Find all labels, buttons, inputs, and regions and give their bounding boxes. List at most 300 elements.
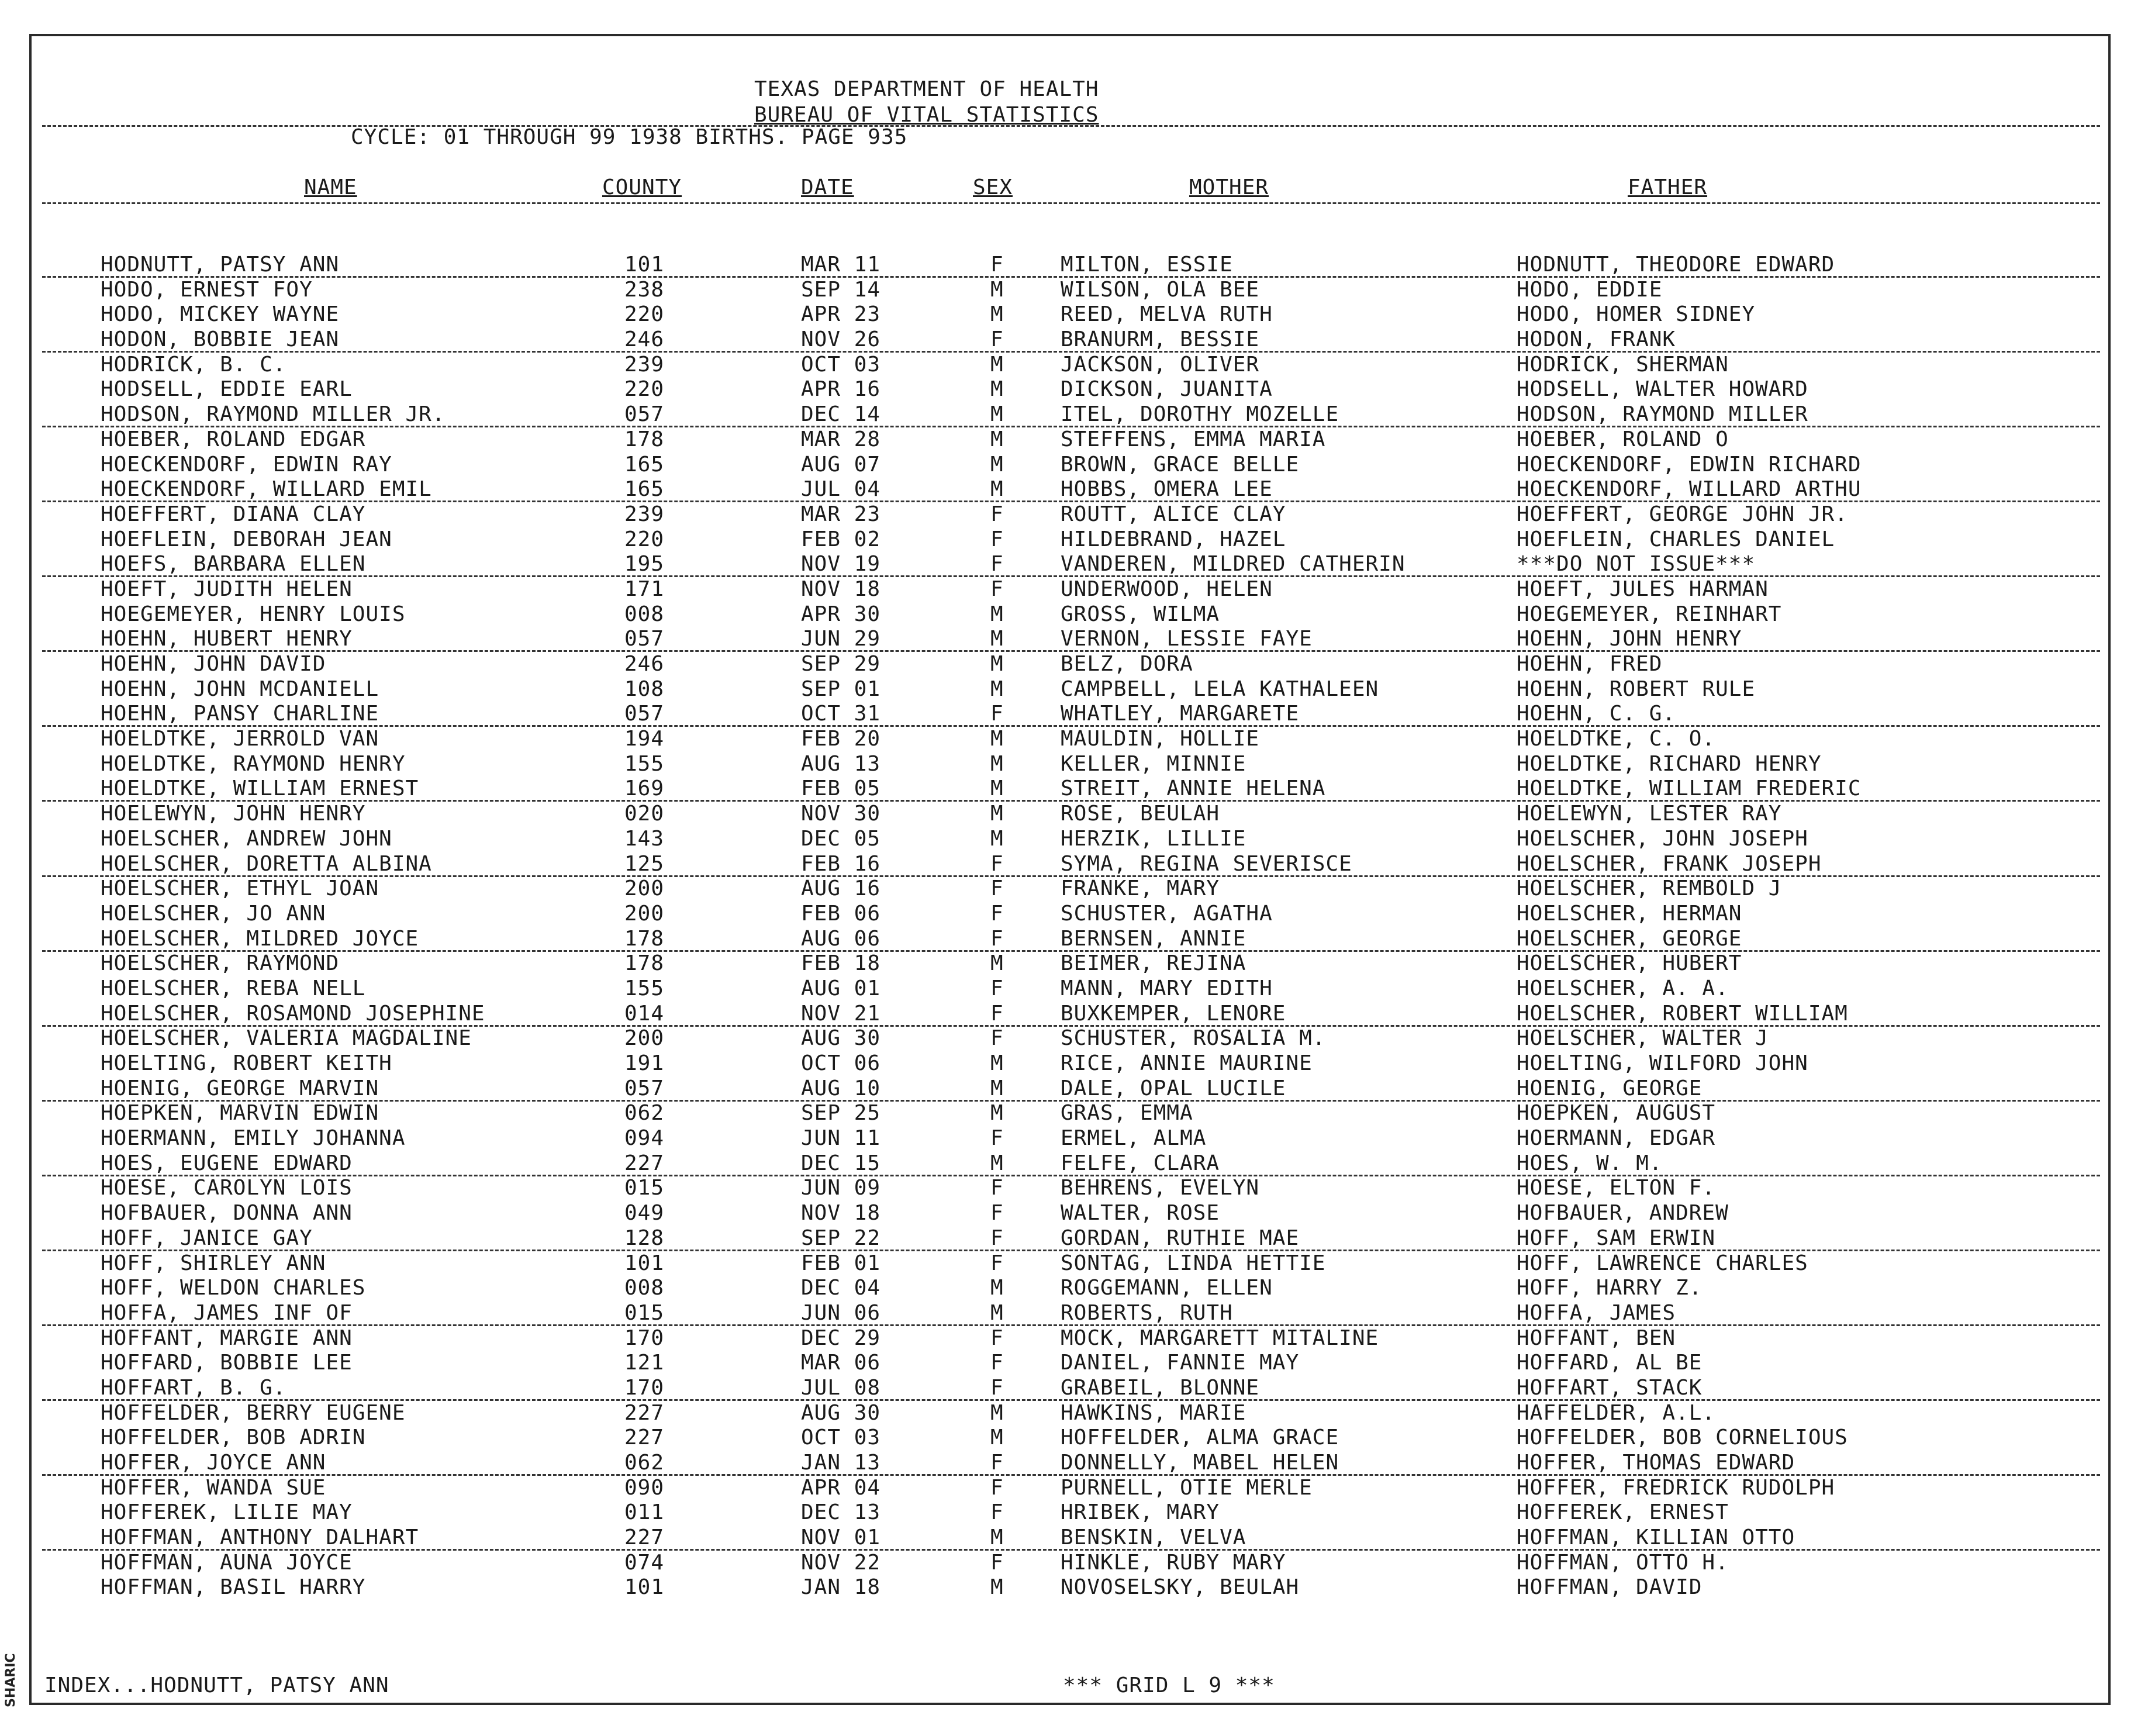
records-table <box>0 253 2141 1600</box>
record-mother: RICE, ANNIE MAURINE <box>1061 1051 1313 1075</box>
record-date: AUG 06 <box>801 926 881 951</box>
record-date: FEB 20 <box>801 727 881 751</box>
table-row <box>0 1076 2141 1102</box>
record-mother: DONNELLY, MABEL HELEN <box>1061 1451 1339 1475</box>
record-sex: M <box>990 1051 1004 1075</box>
record-father: HOEHN, FRED <box>1517 652 1663 676</box>
record-date: NOV 01 <box>801 1526 881 1550</box>
table-row <box>0 852 2141 877</box>
record-county: 191 <box>624 1051 665 1075</box>
footer-index: INDEX...HODNUTT, PATSY ANN <box>44 1673 389 1697</box>
record-father: HOELSCHER, GEORGE <box>1517 926 1742 951</box>
record-sex: M <box>990 677 1004 701</box>
record-county: 057 <box>624 702 665 726</box>
record-sex: M <box>990 1076 1004 1100</box>
side-label: SHARIC <box>4 1653 18 1707</box>
record-date: JUN 29 <box>801 627 881 651</box>
record-father: HOELSCHER, HUBERT <box>1517 951 1742 976</box>
record-father: HODO, EDDIE <box>1517 277 1663 302</box>
record-sex: M <box>990 652 1004 676</box>
record-sex: M <box>990 627 1004 651</box>
record-date: JUN 06 <box>801 1300 881 1325</box>
record-sex: M <box>990 826 1004 851</box>
table-row <box>0 327 2141 353</box>
record-name: HOFF, SHIRLEY ANN <box>101 1251 326 1275</box>
record-sex: M <box>990 302 1004 327</box>
record-mother: NOVOSELSKY, BEULAH <box>1061 1575 1300 1600</box>
record-mother: DALE, OPAL LUCILE <box>1061 1076 1286 1100</box>
table-row <box>0 627 2141 652</box>
record-name: HOELSCHER, ROSAMOND JOSEPHINE <box>101 1001 485 1026</box>
record-sex: F <box>990 253 1004 277</box>
record-father: HOFFANT, BEN <box>1517 1326 1676 1350</box>
record-mother: BUXKEMPER, LENORE <box>1061 1001 1286 1026</box>
record-date: NOV 26 <box>801 327 881 352</box>
table-row <box>0 1351 2141 1376</box>
record-date: NOV 19 <box>801 552 881 577</box>
record-county: 015 <box>624 1300 665 1325</box>
record-name: HOFFELDER, BERRY EUGENE <box>101 1400 406 1425</box>
record-sex: M <box>990 751 1004 776</box>
record-mother: DICKSON, JUANITA <box>1061 377 1273 402</box>
record-mother: FELFE, CLARA <box>1061 1151 1220 1175</box>
record-father: HODON, FRANK <box>1517 327 1676 352</box>
record-mother: ROSE, BEULAH <box>1061 802 1220 826</box>
record-sex: M <box>990 1101 1004 1126</box>
column-header-divider <box>42 202 2100 204</box>
record-sex: F <box>990 552 1004 577</box>
record-sex: F <box>990 851 1004 876</box>
record-father: HOELDTKE, WILLIAM FREDERIC <box>1517 776 1862 801</box>
record-name: HODNUTT, PATSY ANN <box>101 253 340 277</box>
record-name: HOEBER, ROLAND EDGAR <box>101 427 366 451</box>
record-sex: M <box>990 452 1004 477</box>
record-sex: M <box>990 1151 1004 1175</box>
record-father: HOECKENDORF, EDWIN RICHARD <box>1517 452 1862 477</box>
record-mother: JACKSON, OLIVER <box>1061 352 1260 377</box>
record-father: HOELDTKE, RICHARD HENRY <box>1517 751 1822 776</box>
record-mother: GROSS, WILMA <box>1061 602 1220 626</box>
record-father: HOEHN, ROBERT RULE <box>1517 677 1756 701</box>
record-county: 170 <box>624 1326 665 1350</box>
record-date: JAN 18 <box>801 1575 881 1600</box>
record-mother: BROWN, GRACE BELLE <box>1061 452 1300 477</box>
record-father: HOELSCHER, WALTER J <box>1517 1026 1769 1051</box>
record-name: HODO, ERNEST FOY <box>101 277 313 302</box>
record-mother: GRAS, EMMA <box>1061 1101 1193 1126</box>
record-father: ***DO NOT ISSUE*** <box>1517 552 1756 577</box>
record-county: 195 <box>624 552 665 577</box>
record-father: HOERMANN, EDGAR <box>1517 1126 1716 1151</box>
record-county: 015 <box>624 1176 665 1200</box>
record-name: HODO, MICKEY WAYNE <box>101 302 340 327</box>
record-date: DEC 29 <box>801 1326 881 1350</box>
record-date: DEC 04 <box>801 1276 881 1300</box>
record-name: HOFBAUER, DONNA ANN <box>101 1201 353 1226</box>
record-county: 238 <box>624 277 665 302</box>
record-name: HODRICK, B. C. <box>101 352 286 377</box>
table-row <box>0 453 2141 478</box>
record-name: HOFFMAN, ANTHONY DALHART <box>101 1526 419 1550</box>
record-mother: CAMPBELL, LELA KATHALEEN <box>1061 677 1379 701</box>
record-sex: M <box>990 1426 1004 1450</box>
record-date: NOV 30 <box>801 802 881 826</box>
record-sex: M <box>990 1526 1004 1550</box>
table-row <box>0 402 2141 427</box>
record-date: DEC 15 <box>801 1151 881 1175</box>
record-county: 155 <box>624 751 665 776</box>
record-sex: F <box>990 1326 1004 1350</box>
record-mother: VANDEREN, MILDRED CATHERIN <box>1061 552 1406 577</box>
record-sex: F <box>990 1451 1004 1475</box>
record-date: SEP 25 <box>801 1101 881 1126</box>
column-header-county: COUNTY <box>602 175 682 199</box>
record-mother: VERNON, LESSIE FAYE <box>1061 627 1313 651</box>
record-sex: F <box>990 577 1004 601</box>
record-mother: DANIEL, FANNIE MAY <box>1061 1351 1300 1375</box>
record-father: HOELSCHER, JOHN JOSEPH <box>1517 826 1808 851</box>
record-county: 074 <box>624 1550 665 1575</box>
record-mother: REED, MELVA RUTH <box>1061 302 1273 327</box>
record-date: FEB 06 <box>801 901 881 926</box>
record-sex: M <box>990 352 1004 377</box>
record-date: MAR 11 <box>801 253 881 277</box>
record-date: NOV 21 <box>801 1001 881 1026</box>
record-county: 227 <box>624 1526 665 1550</box>
record-mother: SCHUSTER, ROSALIA M. <box>1061 1026 1326 1051</box>
record-county: 169 <box>624 776 665 801</box>
table-row <box>0 377 2141 402</box>
record-sex: F <box>990 1351 1004 1375</box>
table-row <box>0 1151 2141 1176</box>
record-date: APR 04 <box>801 1475 881 1500</box>
record-county: 062 <box>624 1451 665 1475</box>
table-row <box>0 253 2141 278</box>
record-name: HOELSCHER, JO ANN <box>101 901 326 926</box>
record-sex: F <box>990 1251 1004 1275</box>
table-row <box>0 602 2141 627</box>
record-county: 057 <box>624 627 665 651</box>
record-county: 121 <box>624 1351 665 1375</box>
record-father: HOEBER, ROLAND O <box>1517 427 1729 451</box>
record-county: 246 <box>624 652 665 676</box>
table-row <box>0 552 2141 577</box>
record-name: HOFFA, JAMES INF OF <box>101 1300 353 1325</box>
record-name: HOEHN, PANSY CHARLINE <box>101 702 379 726</box>
record-mother: ERMEL, ALMA <box>1061 1126 1207 1151</box>
record-date: DEC 13 <box>801 1500 881 1525</box>
record-date: MAR 06 <box>801 1351 881 1375</box>
record-name: HOELSCHER, RAYMOND <box>101 951 340 976</box>
table-row <box>0 1476 2141 1501</box>
record-sex: M <box>990 951 1004 976</box>
record-county: 178 <box>624 951 665 976</box>
record-name: HOELSCHER, VALERIA MAGDALINE <box>101 1026 472 1051</box>
record-sex: M <box>990 402 1004 427</box>
table-row <box>0 1126 2141 1151</box>
record-county: 057 <box>624 402 665 427</box>
record-father: HOFFMAN, KILLIAN OTTO <box>1517 1526 1795 1550</box>
record-sex: F <box>990 1550 1004 1575</box>
table-row <box>0 776 2141 802</box>
record-name: HOFFMAN, BASIL HARRY <box>101 1575 366 1600</box>
record-date: FEB 05 <box>801 776 881 801</box>
record-county: 178 <box>624 926 665 951</box>
record-date: AUG 30 <box>801 1026 881 1051</box>
record-mother: UNDERWOOD, HELEN <box>1061 577 1273 601</box>
record-sex: F <box>990 702 1004 726</box>
record-mother: HILDEBRAND, HAZEL <box>1061 527 1286 551</box>
record-date: AUG 07 <box>801 452 881 477</box>
record-sex: F <box>990 876 1004 901</box>
record-mother: SYMA, REGINA SEVERISCE <box>1061 851 1352 876</box>
record-name: HOFF, JANICE GAY <box>101 1226 313 1250</box>
record-date: JUL 08 <box>801 1375 881 1400</box>
table-row <box>0 1201 2141 1226</box>
record-name: HOENIG, GEORGE MARVIN <box>101 1076 379 1100</box>
record-name: HOELDTKE, JERROLD VAN <box>101 727 379 751</box>
record-date: SEP 14 <box>801 277 881 302</box>
table-row <box>0 827 2141 852</box>
column-header-father: FATHER <box>1628 175 1708 199</box>
record-father: HOELSCHER, A. A. <box>1517 976 1729 1000</box>
record-mother: PURNELL, OTIE MERLE <box>1061 1475 1313 1500</box>
record-mother: BRANURM, BESSIE <box>1061 327 1260 352</box>
record-name: HOFFEREK, LILIE MAY <box>101 1500 353 1525</box>
table-row <box>0 1551 2141 1576</box>
record-sex: M <box>990 377 1004 402</box>
record-county: 220 <box>624 377 665 402</box>
record-name: HOELSCHER, REBA NELL <box>101 976 366 1000</box>
record-sex: M <box>990 727 1004 751</box>
record-county: 057 <box>624 1076 665 1100</box>
table-row <box>0 876 2141 902</box>
record-name: HOFFARD, BOBBIE LEE <box>101 1351 353 1375</box>
table-row <box>0 677 2141 702</box>
record-sex: F <box>990 502 1004 526</box>
record-sex: M <box>990 1276 1004 1300</box>
record-county: 128 <box>624 1226 665 1250</box>
record-name: HOEHN, JOHN MCDANIELL <box>101 677 379 701</box>
record-name: HOEHN, JOHN DAVID <box>101 652 326 676</box>
record-sex: F <box>990 1500 1004 1525</box>
record-mother: BEIMER, REJINA <box>1061 951 1246 976</box>
record-date: FEB 16 <box>801 851 881 876</box>
page-title: TEXAS DEPARTMENT OF HEALTH <box>754 77 1099 101</box>
record-county: 101 <box>624 1251 665 1275</box>
record-name: HOES, EUGENE EDWARD <box>101 1151 353 1175</box>
table-row <box>0 1301 2141 1326</box>
table-row <box>0 1276 2141 1301</box>
record-sex: F <box>990 901 1004 926</box>
record-date: AUG 13 <box>801 751 881 776</box>
record-county: 101 <box>624 1575 665 1600</box>
record-county: 220 <box>624 527 665 551</box>
table-row <box>0 502 2141 527</box>
record-father: HOEFLEIN, CHARLES DANIEL <box>1517 527 1835 551</box>
record-name: HOFFELDER, BOB ADRIN <box>101 1426 366 1450</box>
record-date: SEP 01 <box>801 677 881 701</box>
record-date: JAN 13 <box>801 1451 881 1475</box>
record-name: HOFF, WELDON CHARLES <box>101 1276 366 1300</box>
table-row <box>0 951 2141 976</box>
record-father: HOEGEMEYER, REINHART <box>1517 602 1782 626</box>
record-date: MAR 23 <box>801 502 881 526</box>
record-mother: KELLER, MINNIE <box>1061 751 1246 776</box>
record-county: 011 <box>624 1500 665 1525</box>
record-sex: F <box>990 1226 1004 1250</box>
record-county: 227 <box>624 1151 665 1175</box>
record-father: HODSELL, WALTER HOWARD <box>1517 377 1808 402</box>
record-father: HOFF, HARRY Z. <box>1517 1276 1703 1300</box>
record-father: HOFFMAN, OTTO H. <box>1517 1550 1729 1575</box>
record-father: HOEHN, JOHN HENRY <box>1517 627 1742 651</box>
record-name: HOELSCHER, ETHYL JOAN <box>101 876 379 901</box>
record-date: FEB 02 <box>801 527 881 551</box>
record-father: HOELSCHER, FRANK JOSEPH <box>1517 851 1822 876</box>
record-father: HOELEWYN, LESTER RAY <box>1517 802 1782 826</box>
record-county: 239 <box>624 352 665 377</box>
record-father: HOECKENDORF, WILLARD ARTHU <box>1517 477 1862 502</box>
record-father: HOELDTKE, C. O. <box>1517 727 1716 751</box>
record-date: OCT 06 <box>801 1051 881 1075</box>
record-name: HOEFT, JUDITH HELEN <box>101 577 353 601</box>
record-name: HODSELL, EDDIE EARL <box>101 377 353 402</box>
record-date: APR 16 <box>801 377 881 402</box>
record-father: HAFFELDER, A.L. <box>1517 1400 1716 1425</box>
table-row <box>0 1426 2141 1451</box>
record-county: 165 <box>624 452 665 477</box>
record-sex: M <box>990 427 1004 451</box>
record-county: 171 <box>624 577 665 601</box>
table-row <box>0 577 2141 602</box>
record-county: 170 <box>624 1375 665 1400</box>
record-father: HOELSCHER, ROBERT WILLIAM <box>1517 1001 1848 1026</box>
record-sex: F <box>990 926 1004 951</box>
record-date: FEB 01 <box>801 1251 881 1275</box>
record-father: HOFFMAN, DAVID <box>1517 1575 1703 1600</box>
record-father: HOEHN, C. G. <box>1517 702 1676 726</box>
record-name: HOEFS, BARBARA ELLEN <box>101 552 366 577</box>
record-father: HOESE, ELTON F. <box>1517 1176 1716 1200</box>
table-row <box>0 1251 2141 1276</box>
record-county: 108 <box>624 677 665 701</box>
table-row <box>0 752 2141 777</box>
record-mother: STREIT, ANNIE HELENA <box>1061 776 1326 801</box>
table-row <box>0 976 2141 1002</box>
record-name: HOELDTKE, WILLIAM ERNEST <box>101 776 419 801</box>
record-date: SEP 29 <box>801 652 881 676</box>
record-name: HOELSCHER, DORETTA ALBINA <box>101 851 432 876</box>
record-father: HOES, W. M. <box>1517 1151 1663 1175</box>
record-mother: MANN, MARY EDITH <box>1061 976 1273 1000</box>
record-mother: WALTER, ROSE <box>1061 1201 1220 1226</box>
record-county: 125 <box>624 851 665 876</box>
record-father: HOFFER, THOMAS EDWARD <box>1517 1451 1795 1475</box>
record-mother: MAULDIN, HOLLIE <box>1061 727 1260 751</box>
record-sex: M <box>990 802 1004 826</box>
record-sex: F <box>990 1201 1004 1226</box>
record-county: 049 <box>624 1201 665 1226</box>
record-mother: MOCK, MARGARETT MITALINE <box>1061 1326 1379 1350</box>
record-name: HOEPKEN, MARVIN EDWIN <box>101 1101 379 1126</box>
record-mother: HERZIK, LILLIE <box>1061 826 1246 851</box>
table-row <box>0 727 2141 752</box>
record-father: HOFF, LAWRENCE CHARLES <box>1517 1251 1808 1275</box>
record-date: JUN 09 <box>801 1176 881 1200</box>
record-date: NOV 18 <box>801 1201 881 1226</box>
record-name: HOERMANN, EMILY JOHANNA <box>101 1126 406 1151</box>
record-county: 220 <box>624 302 665 327</box>
table-row <box>0 652 2141 677</box>
record-father: HOELSCHER, HERMAN <box>1517 901 1742 926</box>
record-name: HOELSCHER, ANDREW JOHN <box>101 826 392 851</box>
table-row <box>0 927 2141 952</box>
record-county: 014 <box>624 1001 665 1026</box>
table-row <box>0 527 2141 553</box>
record-sex: M <box>990 1575 1004 1600</box>
table-row <box>0 1401 2141 1426</box>
record-mother: HAWKINS, MARIE <box>1061 1400 1246 1425</box>
record-county: 008 <box>624 602 665 626</box>
table-row <box>0 278 2141 303</box>
table-row <box>0 1026 2141 1051</box>
record-name: HOECKENDORF, EDWIN RAY <box>101 452 392 477</box>
record-name: HOFFART, B. G. <box>101 1375 286 1400</box>
record-sex: M <box>990 1300 1004 1325</box>
record-sex: F <box>990 1475 1004 1500</box>
record-county: 062 <box>624 1101 665 1126</box>
record-mother: HOFFELDER, ALMA GRACE <box>1061 1426 1339 1450</box>
column-header-name: NAME <box>304 175 357 199</box>
record-date: AUG 16 <box>801 876 881 901</box>
record-sex: M <box>990 1400 1004 1425</box>
record-date: AUG 10 <box>801 1076 881 1100</box>
column-header-date: DATE <box>801 175 854 199</box>
record-name: HOFFER, WANDA SUE <box>101 1475 326 1500</box>
record-county: 101 <box>624 253 665 277</box>
record-father: HOFBAUER, ANDREW <box>1517 1201 1729 1226</box>
footer-grid: *** GRID L 9 *** <box>1063 1673 1275 1697</box>
record-name: HOFFANT, MARGIE ANN <box>101 1326 353 1350</box>
record-father: HOFFER, FREDRICK RUDOLPH <box>1517 1475 1835 1500</box>
table-row <box>0 1526 2141 1551</box>
record-sex: F <box>990 1375 1004 1400</box>
record-sex: F <box>990 1176 1004 1200</box>
record-mother: BERNSEN, ANNIE <box>1061 926 1246 951</box>
record-date: AUG 01 <box>801 976 881 1000</box>
record-county: 008 <box>624 1276 665 1300</box>
table-row <box>0 1002 2141 1027</box>
record-name: HOELDTKE, RAYMOND HENRY <box>101 751 406 776</box>
record-mother: ROBERTS, RUTH <box>1061 1300 1233 1325</box>
record-sex: F <box>990 327 1004 352</box>
table-row <box>0 1051 2141 1076</box>
record-county: 090 <box>624 1475 665 1500</box>
table-row <box>0 427 2141 453</box>
record-sex: M <box>990 277 1004 302</box>
record-county: 200 <box>624 901 665 926</box>
table-row <box>0 1101 2141 1126</box>
table-row <box>0 1176 2141 1201</box>
record-county: 165 <box>624 477 665 502</box>
record-mother: SONTAG, LINDA HETTIE <box>1061 1251 1326 1275</box>
record-sex: F <box>990 527 1004 551</box>
table-row <box>0 1326 2141 1351</box>
record-mother: BENSKIN, VELVA <box>1061 1526 1246 1550</box>
cycle-line: CYCLE: 01 THROUGH 99 1938 BIRTHS. PAGE 935 <box>351 125 908 149</box>
column-header-mother: MOTHER <box>1189 175 1269 199</box>
